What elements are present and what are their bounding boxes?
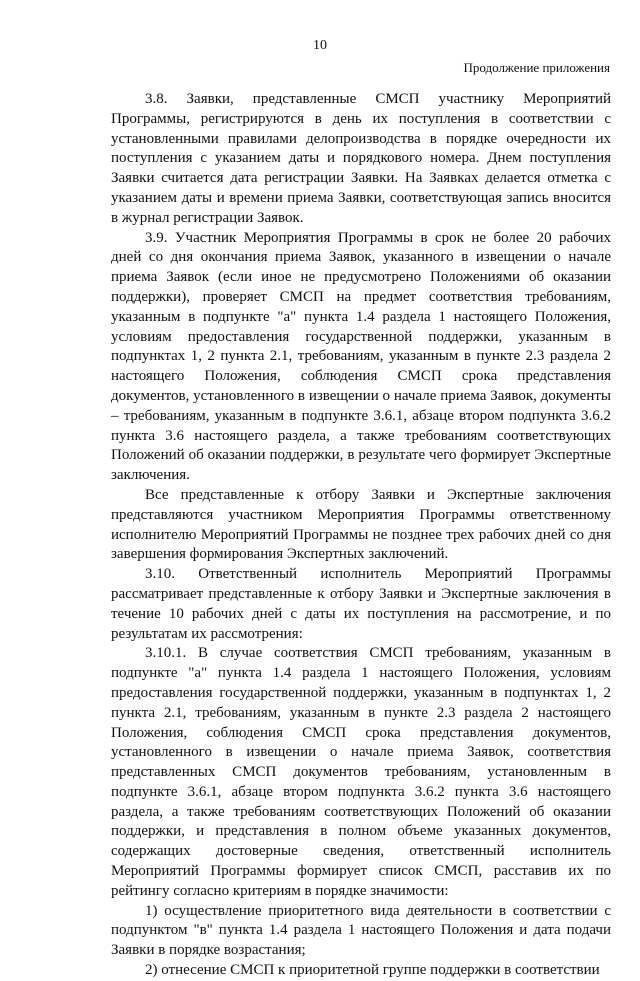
paragraph-3-10: 3.10. Ответственный исполнитель Мероприятий Программы рассматривает представленные к отбору Заявки и Экспертные заключения в течение 10 рабочих дней с даты их поступления на рассмотрение, и по результатам их рассмотрения: bbox=[111, 566, 611, 642]
paragraph-3-10-1: 3.10.1. В случае соответствия СМСП требованиям, указанным в подпункте "а" пункта 1.4 раздела 1 настоящего Положения, условиям предоставления государственной поддержки, указанным в подпунктах 1, 2 пункта 2.1, требованиям, указанным в пункте 2.3 раздела 2 настоящего Положения, соблюдения СМСП срока представления документов, установленного в извещении о начале приема Заявок, соответствия представленных СМСП документов требованиям, установленным в подпункте 3.6.1, абзаце втором подпункта 3.6.2 пункта 3.6 настоящего раздела, а также требованиям соответствующих Положений об оказании поддержки, и представления в полном объеме указанных документов, содержащих достоверные сведения, ответственный исполнитель Мероприятий Программы формирует список СМСП, расставив их по рейтингу согласно критериям в порядке значимости: bbox=[111, 645, 611, 899]
paragraph-3-9: 3.9. Участник Мероприятия Программы в срок не более 20 рабочих дней со дня окончания приема Заявок, указанного в извещении о начале приема Заявок (если иное не предусмотрено Положениями об оказании поддержки), проверяет СМСП на предмет соответствия требованиям, указанным в подпункте "а" пункта 1.4 раздела 1 настоящего Положения, условиям предоставления государственной поддержки, указанным в подпунктах 1, 2 пункта 2.1, требованиям, указанным в пункте 2.3 раздела 2 настоящего Положения, соблюдения СМСП срока представления документов, установленного в извещении о начале приема Заявок, документы – требованиям, указанным в подпункте 3.6.1, абзаце втором подпункта 3.6.2 пункта 3.6 настоящего раздела, а также требованиям соответствующих Положений об оказании поддержки, в результате чего формирует Экспертные заключения. bbox=[111, 229, 611, 484]
continuation-label: Продолжение приложения bbox=[463, 60, 610, 75]
paragraph-3-8: 3.8. Заявки, представленные СМСП участнику Мероприятий Программы, регистрируются в день их поступления в соответствии с установленными правилами делопроизводства в порядке очередности их поступления с указанием даты и порядкового номера. Днем поступления Заявки считается дата регистрации Заявки. На Заявках делается отметка с указанием даты и времени приема Заявки, соответствующая запись вносится в журнал регистрации Заявок. bbox=[111, 91, 611, 226]
page-number: 10 bbox=[313, 38, 327, 53]
list-item-2: 2) отнесение СМСП к приоритетной группе поддержки в соответствии bbox=[145, 962, 600, 979]
paragraph-submission: Все представленные к отбору Заявки и Экспертные заключения представляются участником Мероприятия Программы ответственному исполнителю Мероприятий Программы не позднее трех рабочих дней со дня завершения формирования Экспертных заключений. bbox=[111, 486, 611, 563]
list-item-1: 1) осуществление приоритетного вида деятельности в соответствии с подпунктом "в" пункта 1.4 раздела 1 настоящего Положения и дата подачи Заявки в порядке возрастания; bbox=[111, 902, 611, 959]
document-body bbox=[111, 90, 611, 981]
